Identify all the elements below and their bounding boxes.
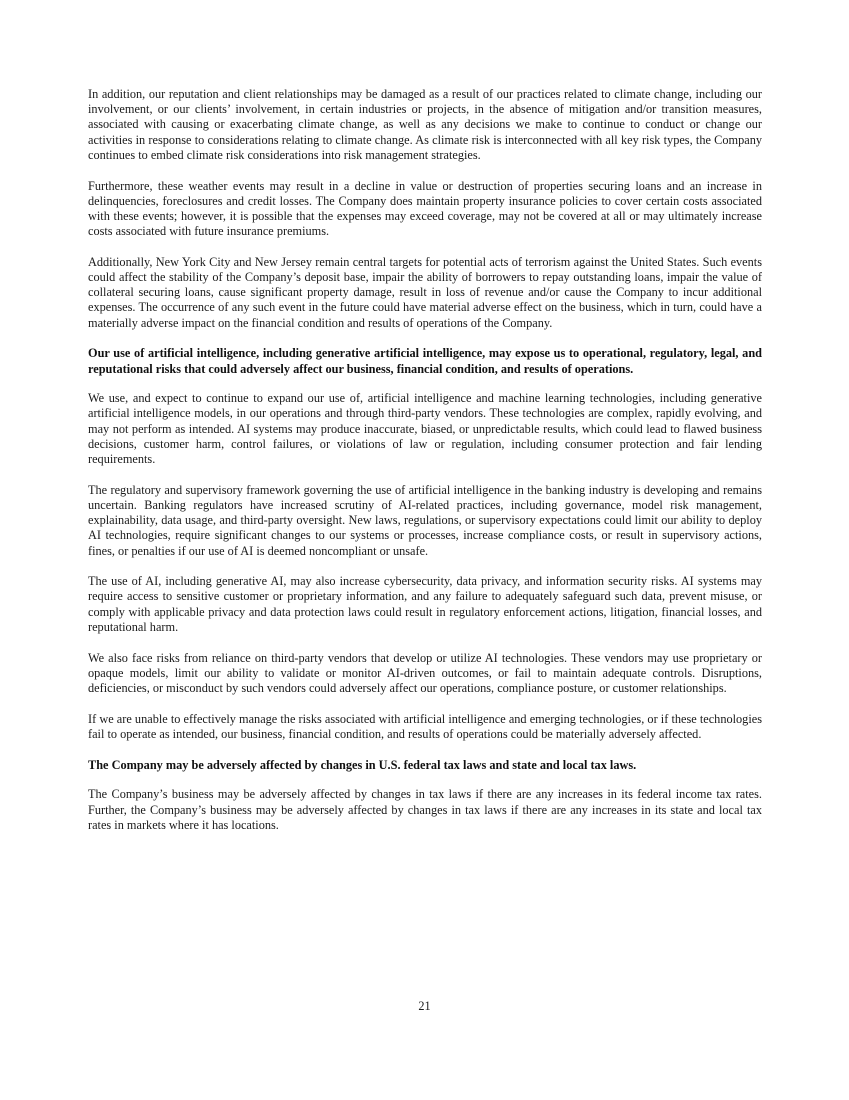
paragraph-ai-security: The use of AI, including generative AI, may also increase cybersecurity, data privacy, and information security risks. AI systems may require access to sensitive customer or proprietary information, and any failure to adequately safeguard such data, prevent misuse, or comply with applicable privacy and data protection laws could result in regulatory enforcement actions, litigation, financial losses, and reputational harm.	[88, 574, 762, 634]
paragraph-terrorism-risk: Additionally, New York City and New Jersey remain central targets for potential acts of terrorism against the United States. Such events could affect the stability of the Company’s deposit base, impair the ability of borrowers to repay outstanding loans, impair the value of collateral securing loans, cause significant property damage, result in loss of revenue and/or cause the Company to incur additional expenses. The occurrence of any such event in the future could have material adverse effect on the business, which in turn, could have a materially adverse impact on the financial condition and results of operations of the Company.	[88, 254, 762, 330]
paragraph-weather-events: Furthermore, these weather events may result in a decline in value or destruction of properties securing loans and an increase in delinquencies, foreclosures and credit losses. The Company does maintain property insurance policies to cover certain costs associated with these events; however, it is possible that the expenses may exceed coverage, may not be covered at all or may ultimately increase costs associated with future insurance premiums.	[88, 178, 762, 239]
paragraph-tax-laws: The Company’s business may be adversely affected by changes in tax laws if there are any increases in its federal income tax rates. Further, the Company’s business may be adversely affected by changes in tax laws if there are any increases in its state and local tax rates in markets where it has locations.	[88, 787, 762, 832]
paragraph-climate-reputation: In addition, our reputation and client relationships may be damaged as a result of our practices related to climate change, including our involvement, or our clients’ involvement, in certain industries or projects, in the absence of mitigation and/or transition measures, associated with causing or exacerbating climate change, as well as any decisions we make to continue to conduct or change our activities in response to considerations relating to climate change. As climate risk is interconnected with all key risk types, the Company continues to embed climate risk considerations into risk management strategies.	[88, 87, 762, 162]
paragraph-ai-regulation: The regulatory and supervisory framework governing the use of artificial intelligence in the banking industry is developing and remains uncertain. Banking regulators have increased scrutiny of AI-related practices, including governance, model risk management, explainability, data usage, and third-party oversight. New laws, regulations, or supervisory expectations could limit our ability to deploy AI technologies, require significant changes to our systems or processes, increase compliance costs, or result in supervisory actions, fines, or penalties if our use of AI is deemed noncompliant or unsafe.	[88, 482, 762, 558]
paragraph-ai-management: If we are unable to effectively manage the risks associated with artificial intelligence and emerging technologies, or if these technologies fail to operate as intended, our business, financial condition, and results of operations could be materially adversely affected.	[88, 711, 762, 741]
heading-artificial-intelligence-risk: Our use of artificial intelligence, including generative artificial intelligence, may expose us to operational, regulatory, legal, and reputational risks that could adversely affect our business, financial condition, and results of operations.	[88, 346, 762, 376]
page-number: 21	[418, 999, 431, 1013]
document-page	[88, 87, 762, 833]
paragraph-ai-use: We use, and expect to continue to expand our use of, artificial intelligence and machine learning technologies, including generative artificial intelligence models, in our operations and through third-party vendors. These technologies are complex, rapidly evolving, and may not perform as intended. AI systems may produce inaccurate, biased, or unpredictable results, which could lead to flawed business decisions, customer harm, control failures, or violations of law or regulation, including consumer protection and fair lending requirements.	[88, 391, 762, 467]
heading-tax-law-risk: The Company may be adversely affected by changes in U.S. federal tax laws and state and local tax laws.	[88, 757, 637, 772]
paragraph-ai-vendors: We also face risks from reliance on third-party vendors that develop or utilize AI technologies. These vendors may use proprietary or opaque models, limit our ability to validate or monitor AI-driven outcomes, or fail to maintain adequate controls. Disruptions, deficiencies, or misconduct by such vendors could adversely affect our operations, compliance posture, or customer relationships.	[88, 650, 762, 695]
